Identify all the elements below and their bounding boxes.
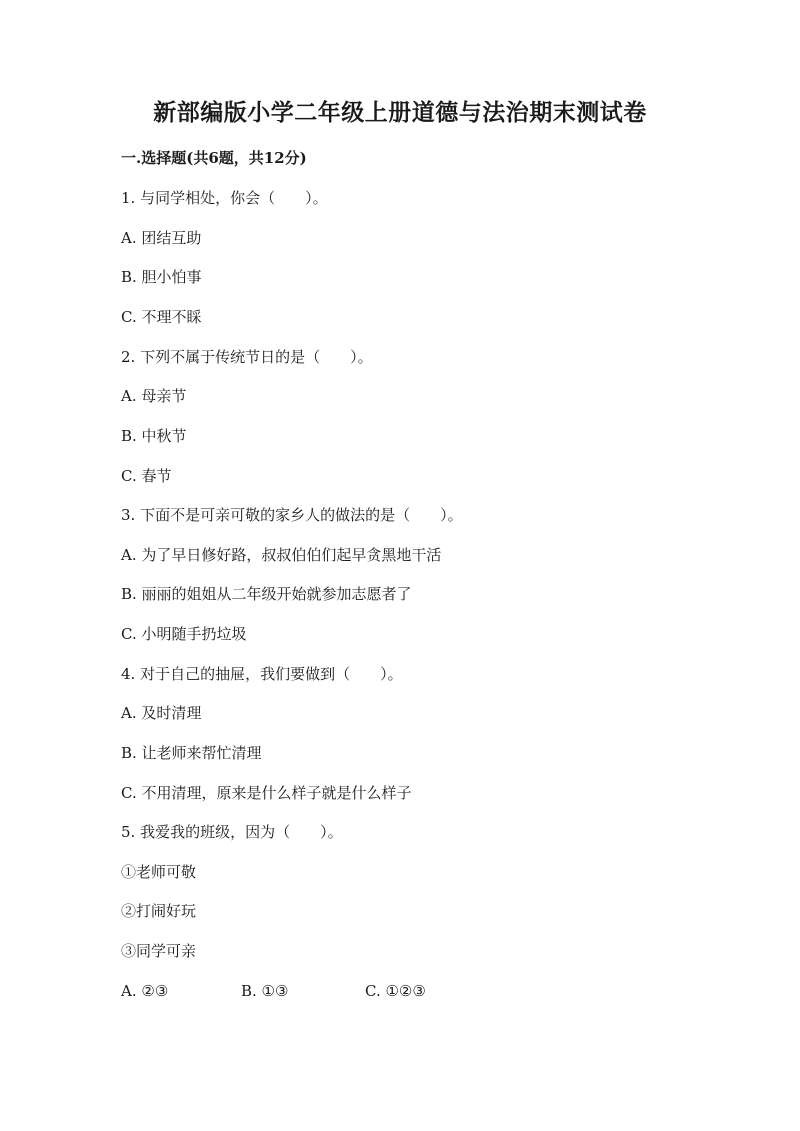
option-item: C. 小明随手扔垃圾 — [121, 625, 247, 643]
question-stem: 5. 我爱我的班级，因为（ ）。 — [121, 823, 343, 841]
option-item: B. 让老师来帮忙清理 — [121, 744, 262, 762]
question-stem: 4. 对于自己的抽屉，我们要做到（ ）。 — [121, 665, 403, 683]
statement-item: ①老师可敬 — [121, 863, 197, 881]
option-item: C. 春节 — [121, 467, 172, 485]
section-heading: 一.选择题(共6题，共12分) — [121, 149, 307, 167]
option-item: C. ①②③ — [365, 982, 426, 1000]
option-item: A. 团结互助 — [121, 229, 202, 247]
statement-item: ③同学可亲 — [121, 942, 197, 960]
option-item: A. 母亲节 — [121, 387, 187, 405]
question-stem: 3. 下面不是可亲可敬的家乡人的做法的是（ ）。 — [121, 506, 463, 524]
option-item: B. 胆小怕事 — [121, 268, 202, 286]
option-row — [121, 979, 521, 1003]
question-stem: 2. 下列不属于传统节日的是（ ）。 — [121, 348, 373, 366]
exam-title: 新部编版小学二年级上册道德与法治期末测试卷 — [153, 99, 647, 126]
option-item: A. ②③ — [121, 982, 169, 1000]
option-item: A. 及时清理 — [121, 704, 202, 722]
question-stem: 1. 与同学相处，你会（ ）。 — [121, 189, 328, 207]
option-item: C. 不用清理，原来是什么样子就是什么样子 — [121, 784, 412, 802]
option-item: A. 为了早日修好路，叔叔伯伯们起早贪黑地干活 — [121, 546, 442, 564]
option-item: B. 中秋节 — [121, 427, 187, 445]
option-item: C. 不理不睬 — [121, 308, 202, 326]
option-item: B. ①③ — [241, 982, 289, 1000]
option-item: B. 丽丽的姐姐从二年级开始就参加志愿者了 — [121, 585, 412, 603]
statement-item: ②打闹好玩 — [121, 902, 197, 920]
